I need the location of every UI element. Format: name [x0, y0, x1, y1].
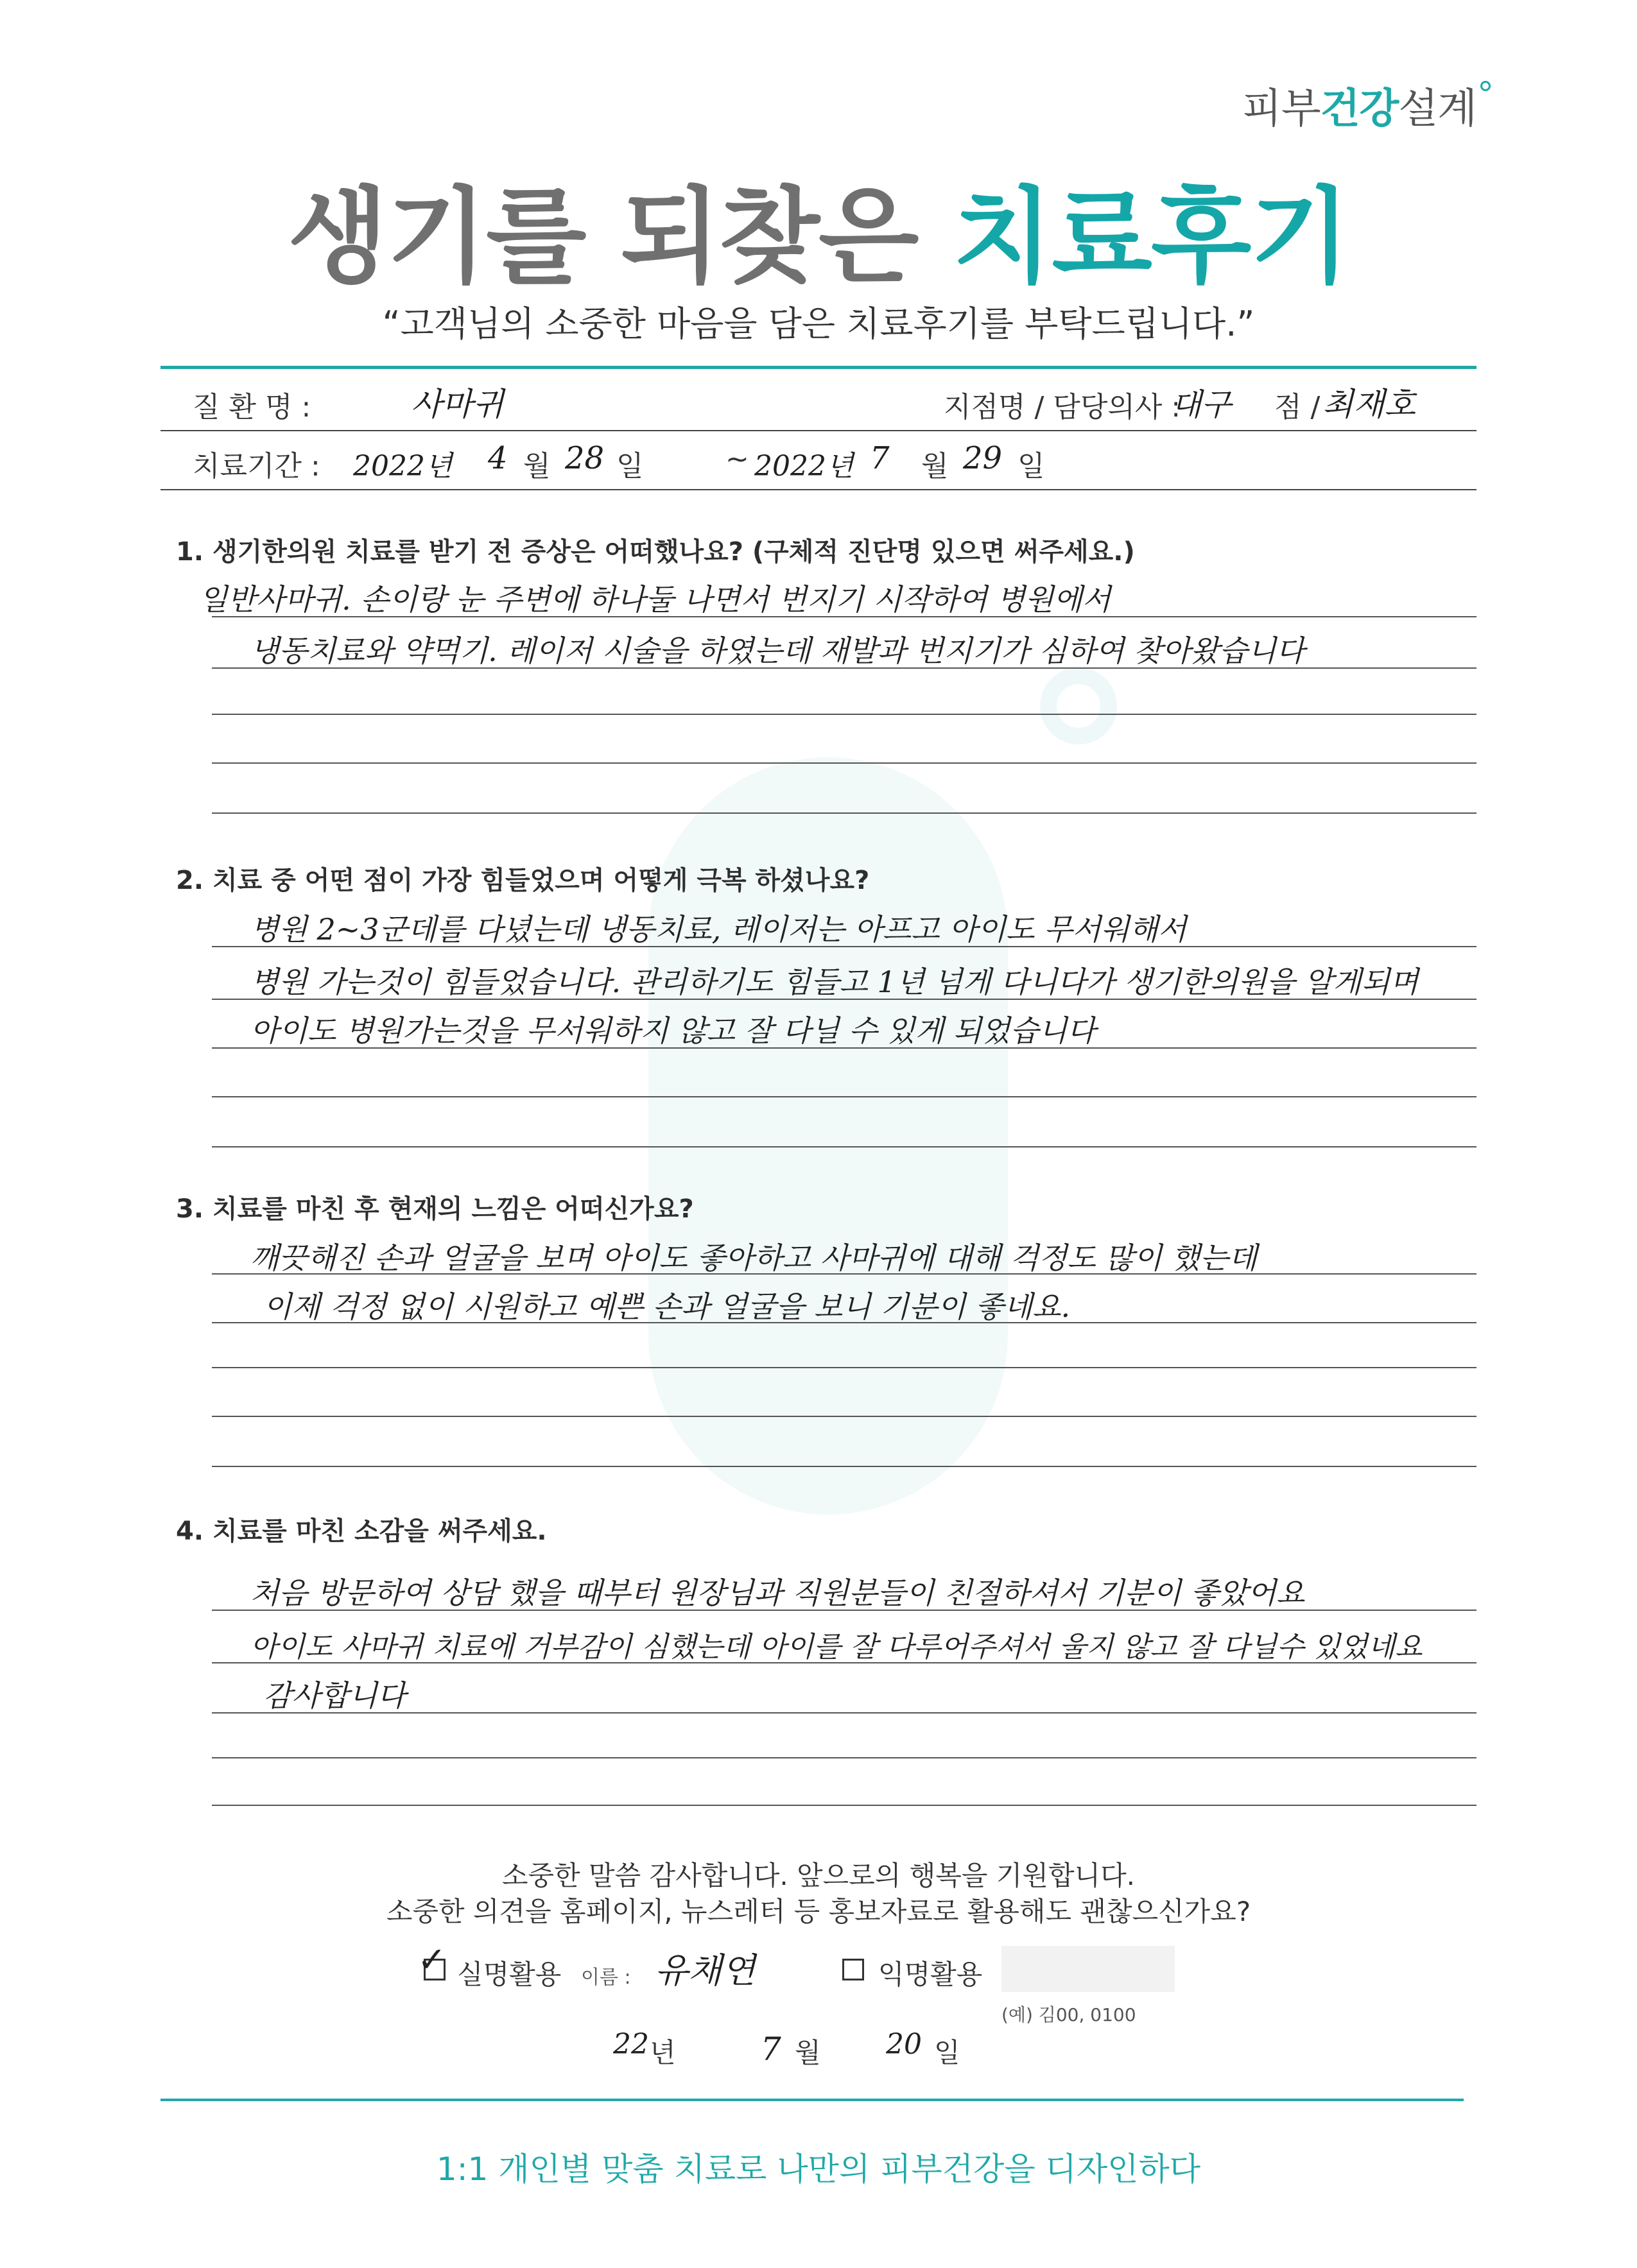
answer-line — [212, 1096, 1477, 1097]
branch-label: 지점명 / 담당의사 : — [944, 391, 1181, 424]
period-tilde: ~ — [725, 443, 749, 476]
date-year-unit: 년 — [650, 2037, 676, 2068]
anonymous-checkbox[interactable] — [842, 1959, 864, 1980]
question-2-answer-3[interactable]: 아이도 병원가는것을 무서워하지 않고 잘 다닐 수 있게 되었습니다 — [250, 1013, 1096, 1048]
answer-line — [212, 1146, 1477, 1147]
start-month[interactable]: 4 — [488, 440, 508, 476]
end-month[interactable]: 7 — [870, 440, 890, 476]
brand-logo — [1242, 76, 1477, 135]
start-day-unit: 일 — [616, 450, 644, 483]
disease-value[interactable]: 사마귀 — [411, 386, 504, 423]
answer-line — [212, 1322, 1477, 1323]
answer-line — [212, 1273, 1477, 1275]
answer-line — [212, 1805, 1477, 1806]
name-example: (예) 김00, 0100 — [1001, 2004, 1136, 2025]
consent-question: 소중한 의견을 홈페이지, 뉴스레터 등 홍보자료로 활용해도 괜찮으신가요? — [386, 1896, 1251, 1927]
question-4-title: 4. 치료를 마친 소감을 써주세요. — [176, 1516, 547, 1546]
title-teal: 치료후기 — [952, 177, 1349, 298]
brand-dot-icon — [1480, 81, 1491, 91]
answer-line — [212, 667, 1477, 669]
period-label: 치료기간 : — [193, 450, 320, 483]
answer-line — [212, 1610, 1477, 1611]
end-month-unit: 월 — [921, 450, 949, 483]
start-year[interactable]: 2022년 — [353, 450, 453, 483]
answer-line — [212, 1416, 1477, 1417]
header-divider — [160, 366, 1477, 369]
name-label: 이름 : — [581, 1966, 631, 1989]
answer-line — [212, 1047, 1477, 1049]
question-3-answer-1[interactable]: 깨끗해진 손과 얼굴을 보며 아이도 좋아하고 사마귀에 대해 걱정도 많이 했는데 — [250, 1241, 1258, 1275]
question-3-answer-2[interactable]: 이제 걱정 없이 시원하고 예쁜 손과 얼굴을 보니 기분이 좋네요. — [263, 1289, 1071, 1324]
answer-line — [212, 1662, 1477, 1663]
closing-thanks: 소중한 말씀 감사합니다. 앞으로의 행복을 기원합니다. — [501, 1860, 1136, 1891]
question-4-answer-2[interactable]: 아이도 사마귀 치료에 거부감이 심했는데 아이를 잘 다루어주셔서 울지 않고 잘 다닐수 있었네요 — [250, 1631, 1423, 1663]
start-day[interactable]: 28 — [565, 440, 605, 476]
name-value[interactable]: 유채연 — [655, 1950, 756, 1991]
end-day[interactable]: 29 — [963, 440, 1003, 476]
anonymous-name-field[interactable] — [1001, 1946, 1175, 1992]
background-watermark-dot — [1040, 667, 1117, 744]
end-year[interactable]: 2022년 — [754, 450, 854, 483]
answer-line — [212, 946, 1477, 947]
date-day-unit: 일 — [934, 2037, 960, 2068]
answer-line — [212, 1367, 1477, 1368]
disease-label: 질 환 명 : — [193, 391, 311, 424]
question-2-answer-1[interactable]: 병원 2~3군데를 다녔는데 냉동치료, 레이저는 아프고 아이도 무서워해서 — [250, 912, 1187, 947]
question-2-answer-2[interactable]: 병원 가는것이 힘들었습니다. 관리하기도 힘들고 1년 넘게 다니다가 생기한의원을 알게되며 — [250, 965, 1419, 999]
info-divider — [160, 430, 1477, 431]
anonymous-label: 익명활용 — [878, 1959, 983, 1990]
question-3-title: 3. 치료를 마친 후 현재의 느낌은 어떠신가요? — [176, 1194, 694, 1224]
answer-line — [212, 999, 1477, 1000]
answer-line — [212, 762, 1477, 764]
real-name-label: 실명활용 — [457, 1959, 562, 1990]
start-month-unit: 월 — [523, 450, 551, 483]
question-4-answer-3[interactable]: 감사합니다 — [263, 1678, 406, 1713]
question-1-title: 1. 생기한의원 치료를 받기 전 증상은 어떠했나요? (구체적 진단명 있으면 써주세요.) — [176, 537, 1135, 567]
page-title — [0, 154, 1637, 303]
date-month[interactable]: 7 — [761, 2031, 781, 2068]
footer-divider — [160, 2099, 1464, 2101]
brand-accent: 건강 — [1320, 85, 1399, 133]
question-2-title: 2. 치료 중 어떤 점이 가장 힘들었으며 어떻게 극복 하셨나요? — [176, 866, 870, 895]
date-year[interactable]: 22 — [613, 2028, 649, 2061]
doctor-value[interactable]: 최재호 — [1322, 386, 1416, 423]
branch-value[interactable]: 대구 — [1172, 387, 1231, 423]
answer-line — [212, 1757, 1477, 1758]
answer-line — [212, 714, 1477, 715]
brand-prefix: 피부 — [1242, 85, 1321, 133]
footer-slogan: 1:1 개인별 맞춤 치료로 나만의 피부건강을 디자인하다 — [436, 2151, 1201, 2188]
answer-line — [212, 1466, 1477, 1467]
period-divider — [160, 489, 1477, 490]
page-subtitle: “고객님의 소중한 마음을 담은 치료후기를 부탁드립니다.” — [382, 304, 1255, 344]
answer-line — [212, 1712, 1477, 1714]
answer-line — [212, 616, 1477, 617]
check-mark-icon: ✓ — [417, 1939, 447, 1980]
question-1-answer-1[interactable]: 일반사마귀. 손이랑 눈 주변에 하나둘 나면서 번지기 시작하여 병원에서 — [199, 582, 1111, 617]
date-day[interactable]: 20 — [886, 2028, 922, 2061]
title-gray: 생기를 되찾은 — [288, 177, 918, 298]
branch-suffix: 점 / — [1274, 391, 1321, 424]
end-day-unit: 일 — [1018, 450, 1045, 483]
date-month-unit: 월 — [795, 2037, 821, 2068]
answer-line — [212, 812, 1477, 814]
question-1-answer-2[interactable]: 냉동치료와 약먹기. 레이저 시술을 하였는데 재발과 번지기가 심하여 찾아왔습니다 — [250, 633, 1305, 668]
question-4-answer-1[interactable]: 처음 방문하여 상담 했을 때부터 원장님과 직원분들이 친절하셔서 기분이 좋았어요 — [250, 1576, 1305, 1610]
brand-suffix: 설계 — [1398, 85, 1477, 133]
